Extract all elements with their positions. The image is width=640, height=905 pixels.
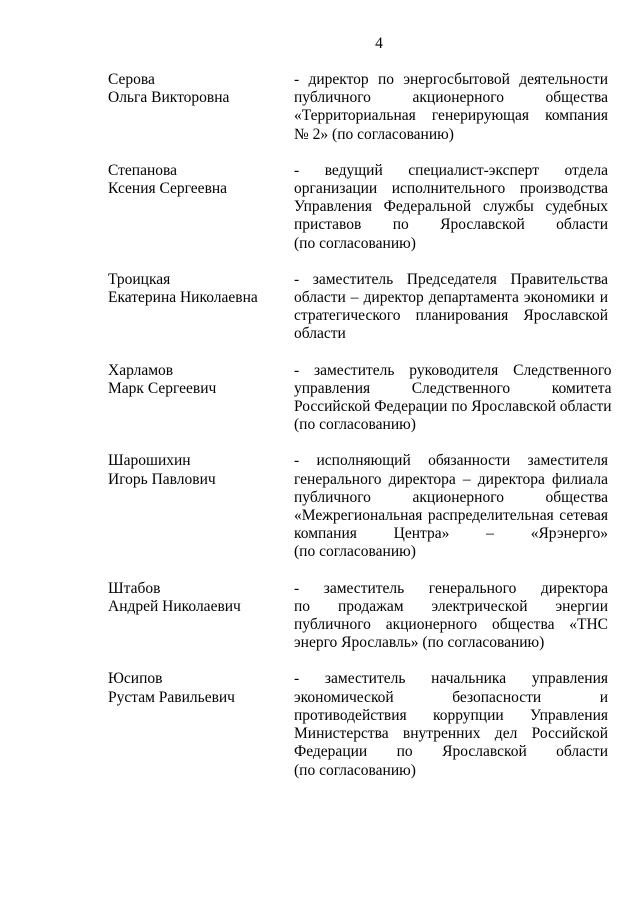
position-line: - директор по энергосбытовой деятельности	[294, 71, 608, 88]
person-name	[108, 271, 294, 344]
surname: Харламов	[108, 361, 174, 379]
surname: Степанова	[108, 161, 178, 179]
person-name	[108, 580, 294, 653]
surname: Троицкая	[108, 270, 171, 288]
position-line: (по согласованию)	[294, 416, 416, 434]
position-line: (по согласованию)	[294, 543, 416, 561]
position-line: области	[294, 325, 346, 343]
person-position	[294, 670, 608, 779]
surname: Штабов	[108, 579, 161, 597]
position-line: Министерства внутренних дел Российской	[294, 725, 608, 743]
member-list	[108, 71, 612, 798]
position-line: - ведущий специалист-эксперт отдела	[294, 161, 608, 179]
position-line: стратегического планирования Ярославской	[294, 307, 608, 325]
list-item	[108, 162, 608, 253]
person-name	[108, 71, 294, 144]
given-names: Андрей Николаевич	[108, 597, 241, 615]
position-line: Управления Федеральной службы судебных	[294, 198, 608, 216]
person-name	[108, 162, 294, 253]
position-line: - заместитель руководителя Следственного	[294, 361, 612, 379]
person-position	[294, 71, 608, 144]
person-position	[294, 580, 608, 653]
position-line: № 2» (по согласованию)	[294, 125, 454, 143]
position-line: - заместитель начальника управления	[294, 670, 608, 688]
position-line: (по согласованию)	[294, 761, 416, 779]
surname: Шарошихин	[108, 452, 191, 470]
given-names: Рустам Равильевич	[108, 688, 235, 706]
position-line: публичного акционерного общества	[294, 89, 608, 107]
list-item	[108, 580, 608, 653]
position-line: - исполняющий обязанности заместителя	[294, 452, 608, 470]
given-names: Марк Сергеевич	[108, 379, 217, 397]
position-line: (по согласованию)	[294, 234, 416, 252]
position-line: Российской Федерации по Ярославской области	[294, 398, 612, 416]
position-line: организации исполнительного производства	[294, 180, 608, 198]
position-line: энерго Ярославль» (по согласованию)	[294, 634, 545, 652]
person-position	[294, 271, 608, 344]
given-names: Ксения Сергеевна	[108, 180, 228, 198]
position-line: генерального директора – директора филиала	[294, 470, 608, 488]
position-line: - заместитель генерального директора	[294, 579, 608, 597]
surname: Серова	[108, 71, 155, 88]
position-line: публичного акционерного общества «ТНС	[294, 616, 608, 634]
given-names: Ольга Викторовна	[108, 89, 230, 107]
person-position	[294, 362, 612, 435]
given-names: Игорь Павлович	[108, 470, 216, 488]
position-line: «Межрегиональная распределительная сетевая	[294, 507, 608, 525]
page-number: 4	[375, 35, 383, 52]
person-position	[294, 162, 608, 253]
person-name	[108, 362, 294, 435]
person-name	[108, 670, 294, 779]
list-item	[108, 361, 612, 435]
list-item	[108, 271, 608, 344]
position-line: по продажам электрической энергии	[294, 597, 608, 615]
position-line: области – директор департамента экономики и	[294, 289, 608, 307]
position-line: публичного акционерного общества	[294, 488, 608, 506]
list-item	[108, 452, 608, 561]
given-names: Екатерина Николаевна	[108, 289, 258, 307]
person-name	[108, 452, 294, 561]
list-item	[108, 670, 608, 779]
surname: Юсипов	[108, 670, 163, 688]
position-line: - заместитель Председателя Правительства	[294, 270, 608, 288]
position-line: «Территориальная генерирующая компания	[294, 107, 608, 125]
position-line: экономической безопасности и	[294, 688, 608, 706]
position-line: Федерации по Ярославской области	[294, 743, 608, 761]
position-line: приставов по Ярославской области	[294, 216, 608, 234]
person-position	[294, 452, 608, 561]
list-item	[108, 71, 608, 144]
position-line: противодействия коррупции Управления	[294, 706, 608, 724]
position-line: компания Центра» – «Ярэнерго»	[294, 525, 608, 543]
position-line: управления Следственного комитета	[294, 379, 612, 397]
